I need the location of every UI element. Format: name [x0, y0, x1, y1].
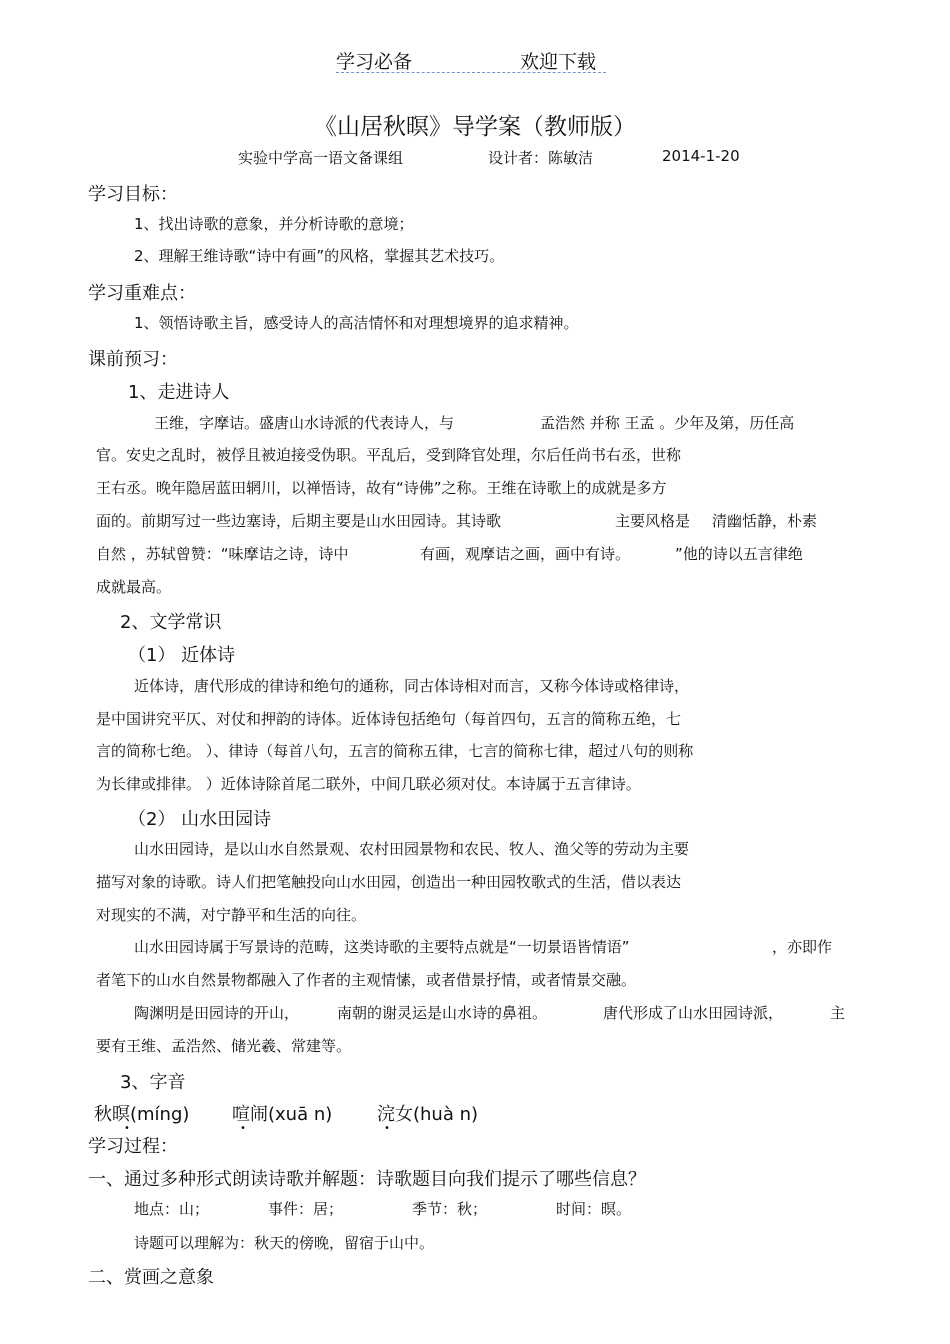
sub1-line: 近体诗，唐代形成的律诗和绝句的通称，同古体诗相对而言，又称今体诗或格律诗， — [134, 677, 690, 695]
emphasis-dot: • — [240, 1123, 246, 1134]
sub2-line: 唐代形成了山水田园诗派， — [603, 1004, 784, 1022]
poet-line: 孟浩然 并称 王孟 。少年及第，历任高 — [540, 414, 795, 432]
sub2-line: 主 — [830, 1004, 846, 1022]
literature-heading: 2、文学常识 — [120, 612, 222, 633]
emphasis-dot: • — [384, 1123, 390, 1134]
q2-heading: 二、赏画之意象 — [88, 1267, 214, 1288]
header-divider — [336, 72, 606, 73]
keypoint-item: 1、领悟诗歌主旨，感受诗人的高洁情怀和对理想境界的追求精神。 — [134, 314, 579, 332]
sub2-line: 陶渊明是田园诗的开山， — [134, 1004, 300, 1022]
sub2-line: 山水田园诗属于写景诗的范畴，这类诗歌的主要特点就是“一切景语皆情语” — [134, 938, 630, 956]
pronunciation-item: 喧闹(xuā n) — [232, 1104, 333, 1125]
sub1-line: 为长律或排律。 ）近体诗除首尾二联外，中间几联必须对仗。本诗属于五言律诗。 — [96, 775, 641, 793]
sub2-line: 南朝的谢灵运是山水诗的鼻祖。 — [337, 1004, 548, 1022]
goal-item: 1、找出诗歌的意象，并分析诗歌的意境； — [134, 215, 414, 233]
header-left: 学习必备 — [336, 51, 413, 73]
sub2-line: 要有王维、孟浩然、储光羲、常建等。 — [96, 1037, 352, 1055]
sub2-line: 山水田园诗，是以山水自然景观、农村田园景物和农民、牧人、渔父等的劳动为主要 — [134, 840, 690, 858]
fact-item: 时间：暝。 — [556, 1200, 632, 1218]
goals-heading: 学习目标： — [88, 184, 178, 205]
sub2-line: 者笔下的山水自然景物都融入了作者的主观情愫，或者借景抒情，或者情景交融。 — [96, 971, 637, 989]
poet-line: 面的。前期写过一些边塞诗，后期主要是山水田园诗。其诗歌 — [96, 512, 502, 530]
fact-item: 事件：居； — [268, 1200, 344, 1218]
q1-heading: 一、通过多种形式朗读诗歌并解题：诗歌题目向我们提示了哪些信息？ — [88, 1169, 646, 1190]
poet-line: 官。安史之乱时，被俘且被迫接受伪职。平乱后，受到降官处理，尔后任尚书右丞，世称 — [96, 446, 682, 464]
poet-line: ”他的诗以五言律绝 — [675, 545, 803, 563]
sub2-line: 描写对象的诗歌。诗人们把笔触投向山水田园，创造出一种田园牧歌式的生活，借以表达 — [96, 873, 682, 891]
process-heading: 学习过程： — [88, 1136, 178, 1157]
poet-line: 清幽恬静，朴素 — [712, 512, 818, 530]
poet-line: 自然 ，苏轼曾赞：“味摩诘之诗，诗中 — [96, 545, 349, 563]
poet-line: 成就最高。 — [96, 578, 172, 596]
subtitle-designer: 设计者：陈敏洁 — [488, 149, 594, 167]
q1-note: 诗题可以理解为：秋天的傍晚，留宿于山中。 — [134, 1234, 435, 1252]
subtitle-group: 实验中学高一语文备课组 — [238, 149, 404, 167]
sub1-line: 言的简称七绝。 ）、律诗（每首八句，五言的简称五律，七言的简称七律，超过八句的则称 — [96, 742, 694, 760]
poet-line: 主要风格是 — [615, 512, 691, 530]
fact-item: 季节：秋； — [412, 1200, 488, 1218]
sub1-heading: （1） 近体诗 — [128, 645, 236, 666]
pronunciation-heading: 3、字音 — [120, 1072, 186, 1093]
poet-heading: 1、走进诗人 — [128, 382, 230, 403]
header-right: 欢迎下载 — [520, 51, 597, 73]
subtitle-date: 2014-1-20 — [662, 147, 740, 165]
poet-line: 王维，字摩诘。盛唐山水诗派的代表诗人，与 — [154, 414, 455, 432]
pronunciation-item: 浣女(huà n) — [377, 1104, 479, 1125]
sub2-heading: （2） 山水田园诗 — [128, 809, 272, 830]
pronunciation-item: 秋暝(míng) — [94, 1104, 190, 1125]
emphasis-dot: • — [124, 1123, 130, 1134]
poet-line: 王右丞。晚年隐居蓝田辋川，以禅悟诗，故有“诗佛”之称。王维在诗歌上的成就是多方 — [96, 479, 667, 497]
sub1-line: 是中国讲究平仄、对仗和押韵的诗体。近体诗包括绝句（每首四句，五言的简称五绝，七 — [96, 710, 682, 728]
sub2-line: 对现实的不满，对宁静平和生活的向往。 — [96, 906, 367, 924]
poet-line: 有画，观摩诘之画，画中有诗。 — [420, 545, 631, 563]
goal-item: 2、理解王维诗歌“诗中有画”的风格，掌握其艺术技巧。 — [134, 247, 505, 265]
sub2-line: ，亦即作 — [772, 938, 833, 956]
page-title: 《山居秋暝》导学案（教师版） — [314, 114, 636, 140]
keypoints-heading: 学习重难点： — [88, 283, 196, 304]
fact-item: 地点：山； — [134, 1200, 210, 1218]
preview-heading: 课前预习： — [88, 349, 178, 370]
